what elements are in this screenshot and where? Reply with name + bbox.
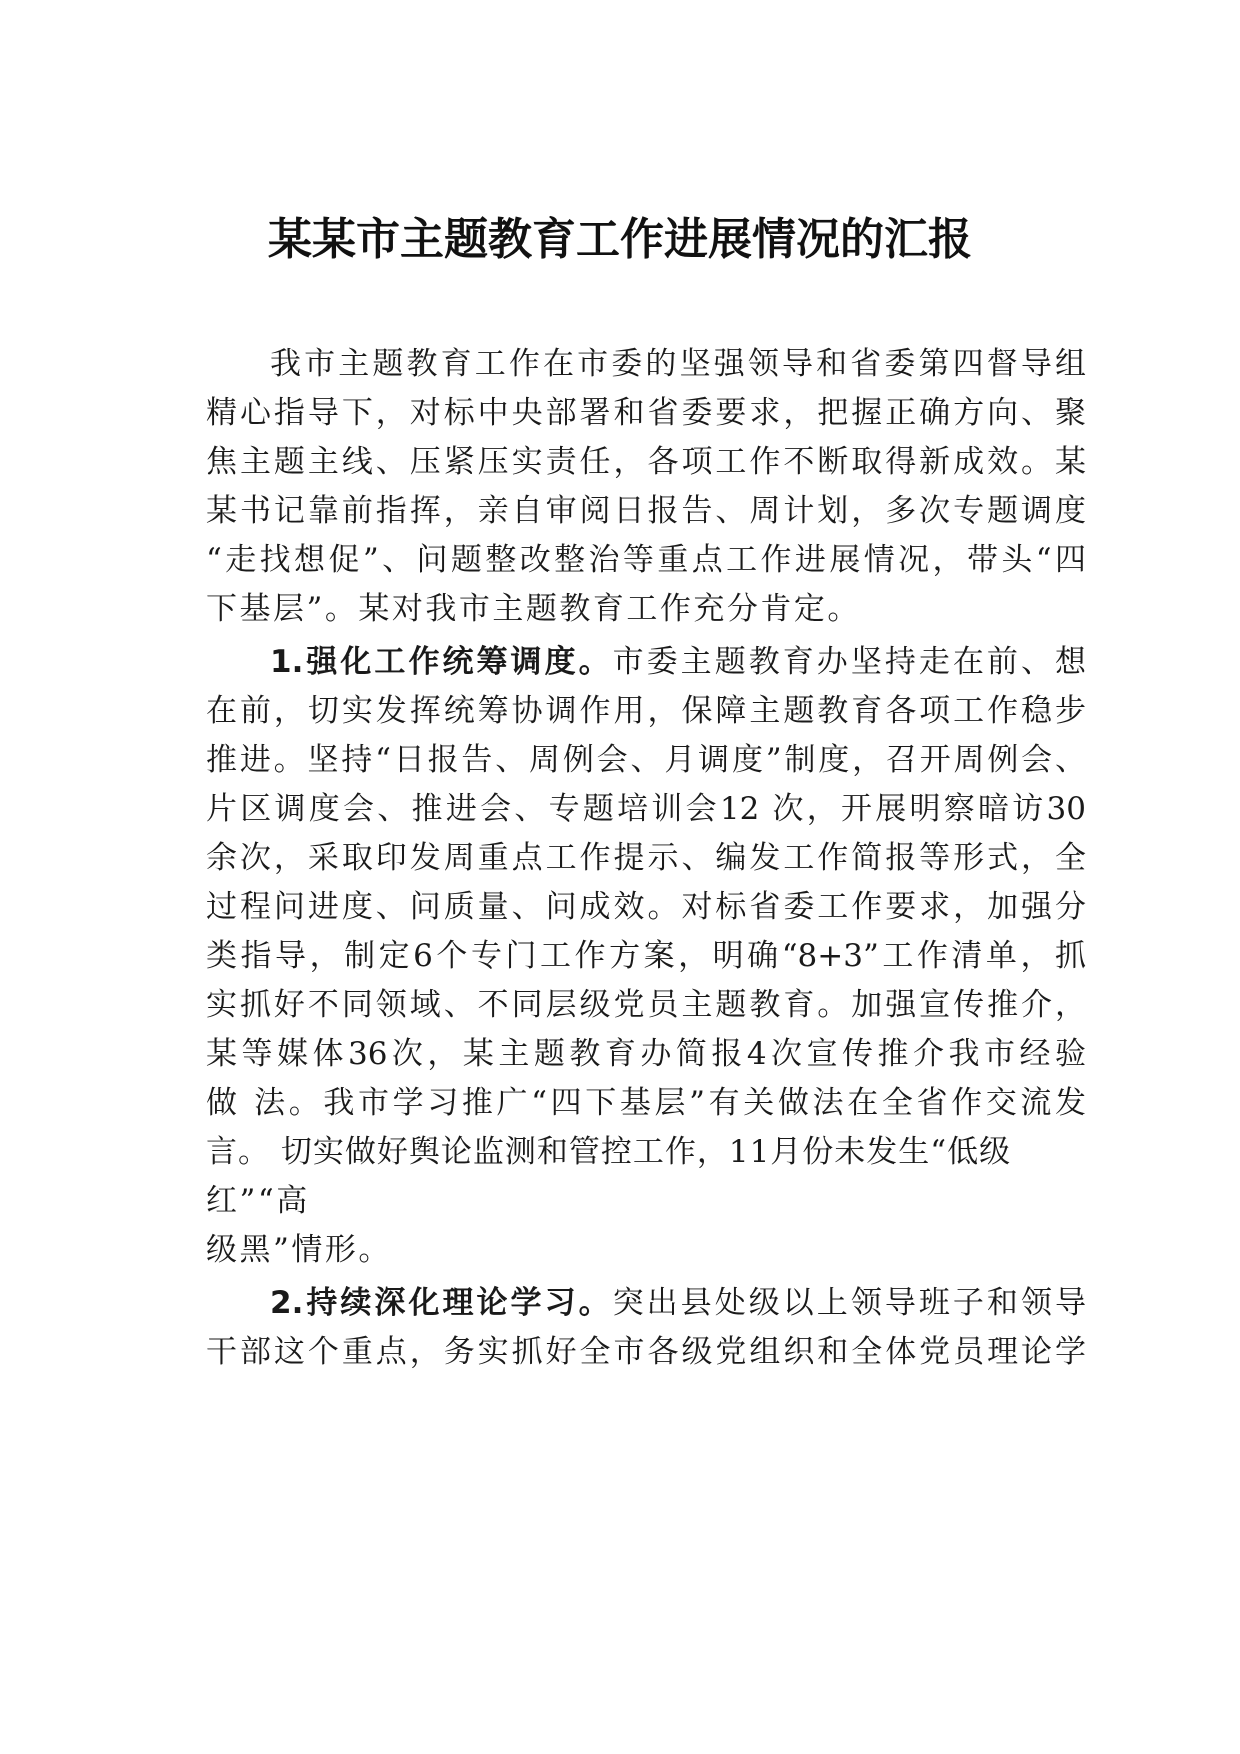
text-line: 推进。坚持“日报告、周例会、月调度”制度，召开周例会、 xyxy=(206,742,1086,778)
text-line: 某书记靠前指挥，亲自审阅日报告、周计划，多次专题调度 xyxy=(206,493,1086,529)
text-line: 片区调度会、推进会、专题培训会12 次，开展明察暗访30 xyxy=(206,791,1086,827)
text-line: 我市主题教育工作在市委的坚强领导和省委第四督导组 xyxy=(270,346,1086,382)
text-line: 类指导，制定6个专门工作方案，明确“8+3”工作清单，抓 xyxy=(206,938,1086,974)
text-line: 下基层”。某对我市主题教育工作充分肯定。 xyxy=(206,591,861,627)
text-line: 过程问进度、问质量、问成效。对标省委工作要求，加强分 xyxy=(206,889,1086,925)
text-line: 干部这个重点，务实抓好全市各级党组织和全体党员理论学 xyxy=(206,1334,1086,1370)
text-line: 焦主题主线、压紧压实责任，各项工作不断取得新成效。某 xyxy=(206,444,1086,480)
text-line: 言。 切实做好舆论监测和管控工作，11月份未发生“低级 xyxy=(206,1134,1012,1170)
text-line: 级黑”情形。 xyxy=(206,1232,392,1268)
section-2-paragraph xyxy=(206,1279,1086,1377)
text-line: “走找想促”、问题整改整治等重点工作进展情况，带头“四 xyxy=(206,542,1086,578)
text-line: 做 法。我市学习推广“四下基层”有关做法在全省作交流发 xyxy=(206,1085,1086,1121)
section-text: 市委主题教育办坚持走在前、想 xyxy=(612,644,1086,680)
document-title: 某某市主题教育工作进展情况的汇报 xyxy=(268,214,972,265)
document-body xyxy=(206,340,1086,1377)
text-line: 红”“高 xyxy=(206,1183,310,1219)
text-line: 在前，切实发挥统筹协调作用，保障主题教育各项工作稳步 xyxy=(206,693,1086,729)
section-heading: 1.强化工作统筹调度。 xyxy=(270,644,613,680)
text-line xyxy=(206,638,1086,687)
section-1-paragraph xyxy=(206,638,1086,1275)
text-line: 某等媒体36次，某主题教育办简报4次宣传推介我市经验 xyxy=(206,1036,1086,1072)
section-heading: 2.持续深化理论学习。 xyxy=(270,1285,613,1321)
intro-paragraph xyxy=(206,340,1086,634)
text-line xyxy=(206,1279,1086,1328)
text-line: 精心指导下，对标中央部署和省委要求，把握正确方向、聚 xyxy=(206,395,1086,431)
section-text: 突出县处级以上领导班子和领导 xyxy=(612,1285,1086,1321)
text-line: 余次，采取印发周重点工作提示、编发工作简报等形式，全 xyxy=(206,840,1086,876)
text-line: 实抓好不同领域、不同层级党员主题教育。加强宣传推介， xyxy=(206,987,1086,1023)
